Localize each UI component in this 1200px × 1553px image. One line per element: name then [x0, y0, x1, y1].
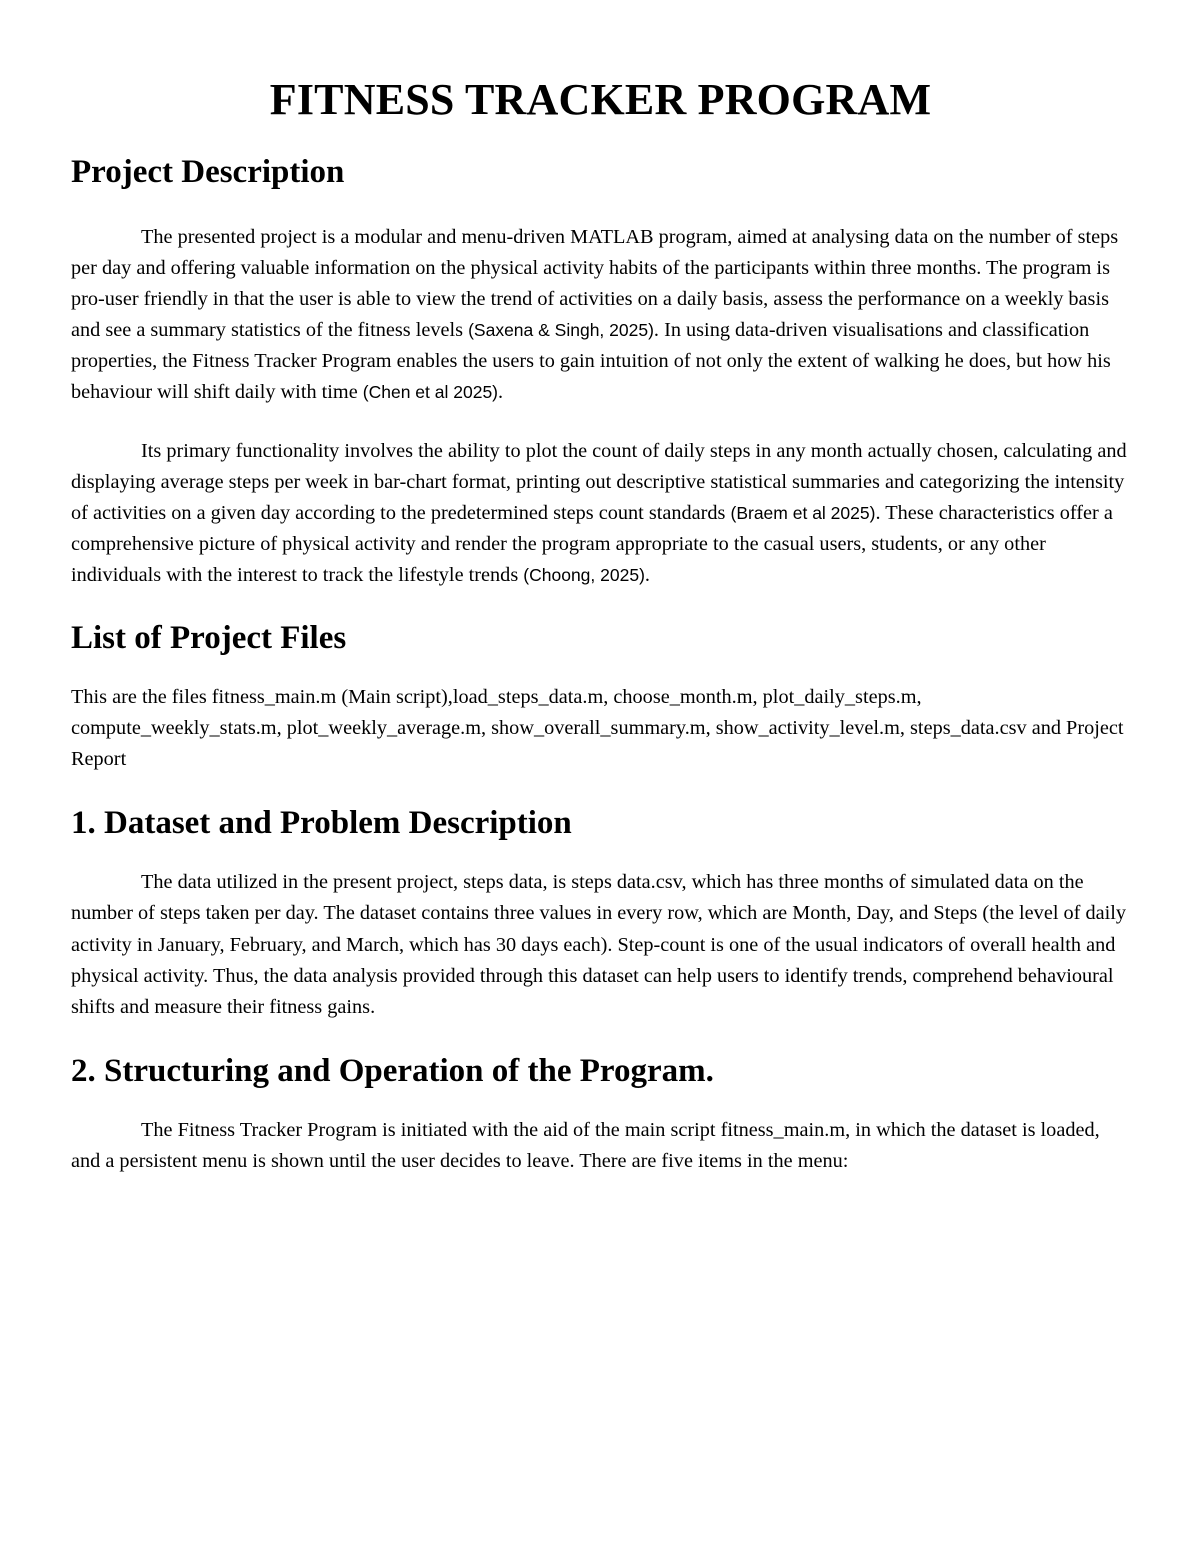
paragraph-project-description-1 — [71, 222, 1130, 409]
heading-dataset: 1. Dataset and Problem Description — [71, 805, 572, 842]
paragraph-project-description-2 — [71, 436, 1130, 591]
text-run: . — [644, 563, 650, 586]
heading-project-files: List of Project Files — [71, 620, 347, 657]
text-run: The presented project is a modular and menu-driven MATLAB program, aimed at analysing data on the number of steps per day and offering valuable information on the physical activity habits of the participants within three months. The program is pro-user friendly in that the user is able to view the trend of activities on a daily basis, assess the performance on a weekly basis and see a summary statistics of the fitness levels — [71, 226, 1119, 342]
paragraph-project-files: This are the files fitness_main.m (Main script),load_steps_data.m, choose_month.m, plot_daily_steps.m, compute_weekly_stats.m, plot_weekly_average.m, show_overall_summary.m, show_activity_level.m, steps_data.csv and Project Report — [71, 686, 1124, 771]
text-run: . These characteristics offer a comprehensive picture of physical activity and render the program appropriate to the casual users, students, or any other individuals with the interest to track the lifestyle trends — [71, 501, 1113, 586]
paragraph-structure: The Fitness Tracker Program is initiated with the aid of the main script fitness_main.m, in which the dataset is loaded, and a persistent menu is shown until the user decides to leave. There are five items in the menu: — [71, 1118, 1100, 1172]
heading-project-description: Project Description — [71, 154, 345, 190]
citation-choong: (Choong, 2025) — [523, 564, 645, 585]
paragraph-dataset: The data utilized in the present project, steps data, is steps data.csv, which has three months of simulated data on the number of steps taken per day. The dataset contains three values in every row, which are Month, Day, and Steps (the level of daily activity in January, February, and March, which has 30 days each). Step-count is one of the usual indicators of overall health and physical activity. Thus, the data analysis provided through this dataset can help users to identify trends, comprehend behavioural shifts and measure their fitness gains. — [71, 871, 1127, 1018]
citation-saxena-singh: (Saxena & Singh, 2025) — [468, 320, 654, 341]
document-title: FITNESS TRACKER PROGRAM — [269, 75, 932, 124]
citation-chen: (Chen et al 2025) — [362, 382, 499, 403]
heading-structure: 2. Structuring and Operation of the Program. — [71, 1052, 714, 1089]
text-run: . In using data-driven visualisations and classification properties, the Fitness Tracker Program enables the users to gain intuition of not only the extent of walking he does, but how his behaviour will shift daily with time — [71, 319, 1111, 404]
text-run: Its primary functionality involves the ability to plot the count of daily steps in any month actually chosen, calculating and displaying average steps per week in bar-chart format, printing out descriptive statistical summaries and categorizing the intensity of activities on a given day according to the predetermined steps count standards — [71, 439, 1127, 524]
text-run: . — [498, 381, 504, 404]
citation-braem: (Braem et al 2025) — [730, 502, 876, 523]
